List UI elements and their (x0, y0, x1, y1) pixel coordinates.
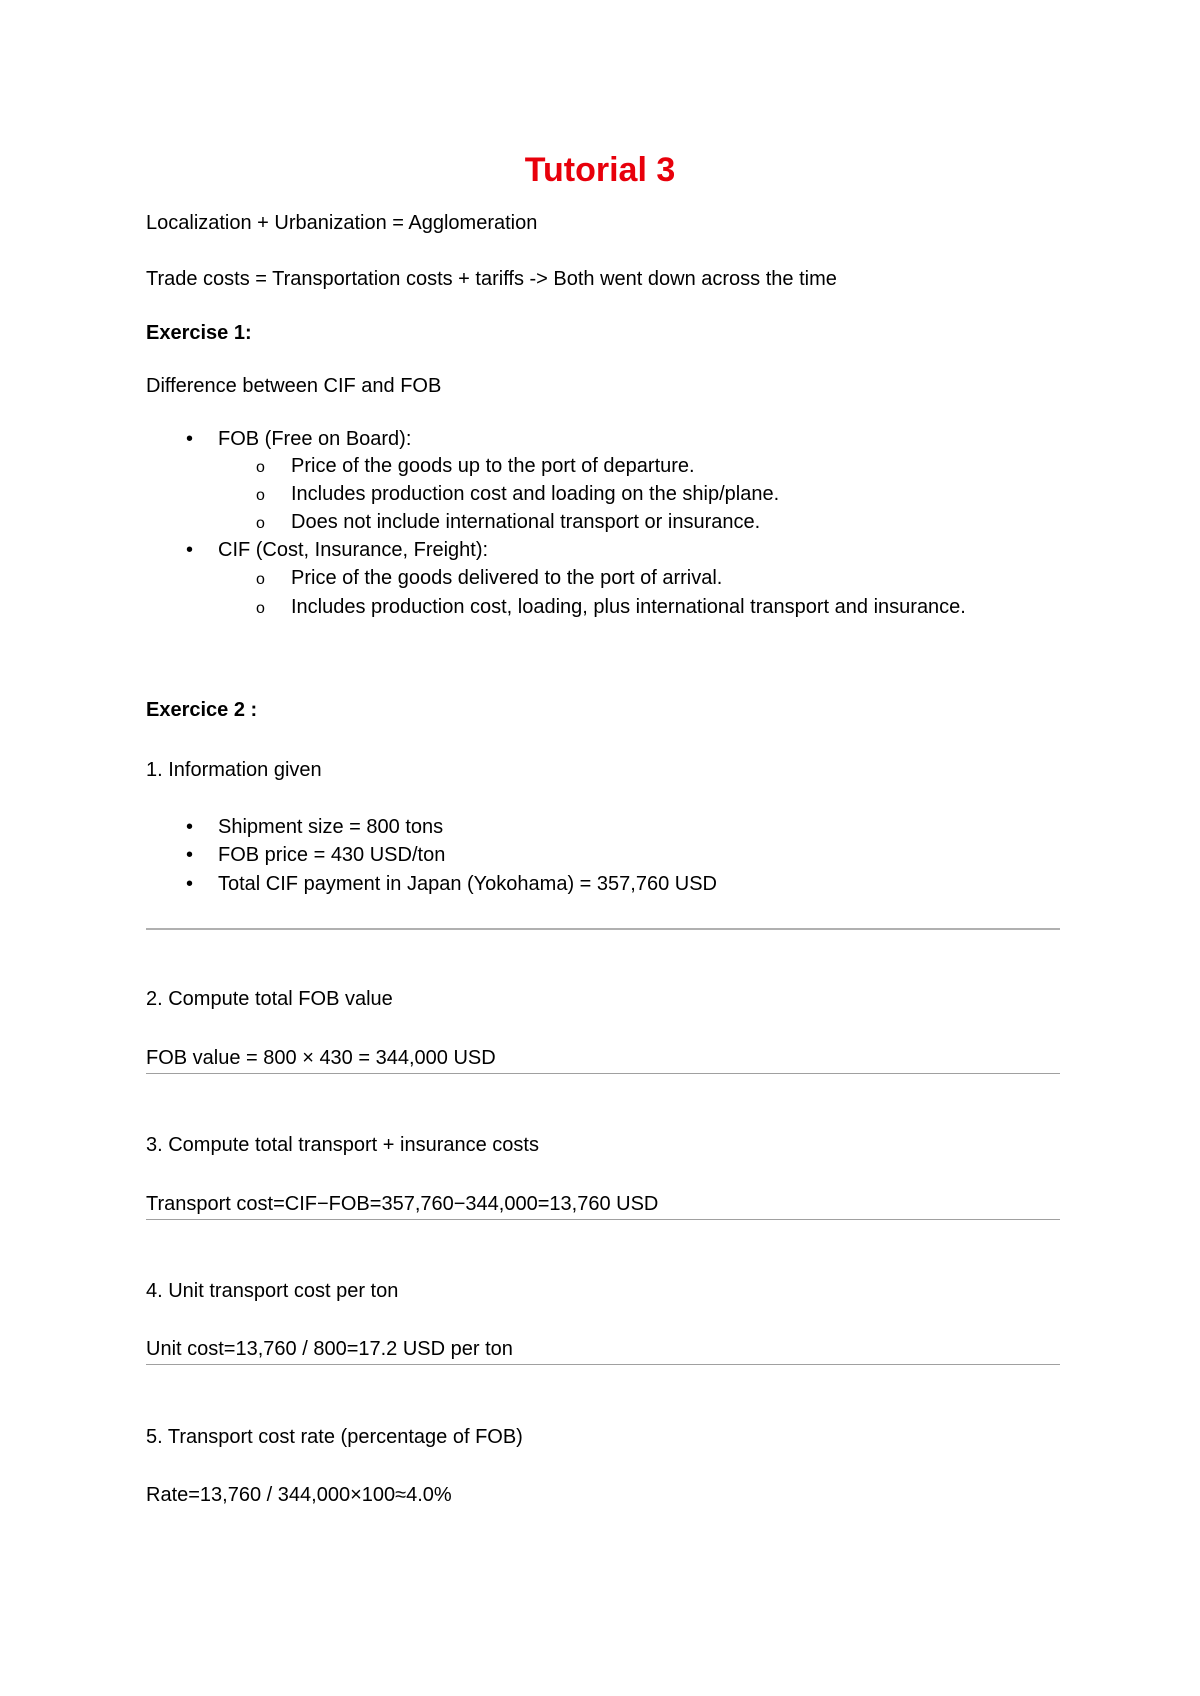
horizontal-rule (146, 1073, 1060, 1074)
exercise1-heading: Exercise 1: (146, 322, 252, 344)
step3-title: 3. Compute total transport + insurance costs (146, 1134, 539, 1156)
exercise1-question: Difference between CIF and FOB (146, 375, 442, 397)
step5-result: Rate=13,760 / 344,000×100≈4.0% (146, 1484, 452, 1506)
step2-title: 2. Compute total FOB value (146, 988, 393, 1010)
intro-trade-costs-line: Trade costs = Transportation costs + tariffs -> Both went down across the time (146, 268, 837, 290)
horizontal-rule (146, 1364, 1060, 1365)
horizontal-rule (146, 1219, 1060, 1220)
step5-title: 5. Transport cost rate (percentage of FOB) (146, 1426, 523, 1448)
step4-result: Unit cost=13,760 / 800=17.2 USD per ton (146, 1338, 513, 1360)
bullet-icon: • (186, 539, 194, 561)
bullet-icon: • (186, 844, 194, 866)
intro-agglomeration-line: Localization + Urbanization = Agglomeration (146, 212, 538, 234)
sub-bullet-icon: o (256, 571, 265, 588)
horizontal-rule (146, 928, 1060, 930)
step2-result: FOB value = 800 × 430 = 344,000 USD (146, 1047, 496, 1069)
sub-bullet-icon: o (256, 515, 265, 532)
fob-label: FOB (Free on Board): (218, 428, 412, 450)
cif-point-1: Price of the goods delivered to the port of arrival. (291, 567, 723, 589)
fob-point-2: Includes production cost and loading on the ship/plane. (291, 483, 780, 505)
document-title: Tutorial 3 (524, 151, 676, 189)
step3-result: Transport cost=CIF−FOB=357,760−344,000=13,760 USD (146, 1193, 659, 1215)
bullet-icon: • (186, 873, 194, 895)
info-item-fob-price: FOB price = 430 USD/ton (218, 844, 446, 866)
info-item-cif-payment: Total CIF payment in Japan (Yokohama) = 357,760 USD (218, 873, 717, 895)
fob-point-3: Does not include international transport or insurance. (291, 511, 761, 533)
sub-bullet-icon: o (256, 487, 265, 504)
sub-bullet-icon: o (256, 459, 265, 476)
step4-title: 4. Unit transport cost per ton (146, 1280, 399, 1302)
sub-bullet-icon: o (256, 600, 265, 617)
bullet-icon: • (186, 428, 194, 450)
step1-title: 1. Information given (146, 759, 322, 781)
fob-point-1: Price of the goods up to the port of departure. (291, 455, 695, 477)
bullet-icon: • (186, 816, 194, 838)
exercise2-heading: Exercice 2 : (146, 699, 258, 721)
cif-label: CIF (Cost, Insurance, Freight): (218, 539, 489, 561)
cif-point-2: Includes production cost, loading, plus international transport and insurance. (291, 596, 966, 618)
info-item-shipment: Shipment size = 800 tons (218, 816, 444, 838)
